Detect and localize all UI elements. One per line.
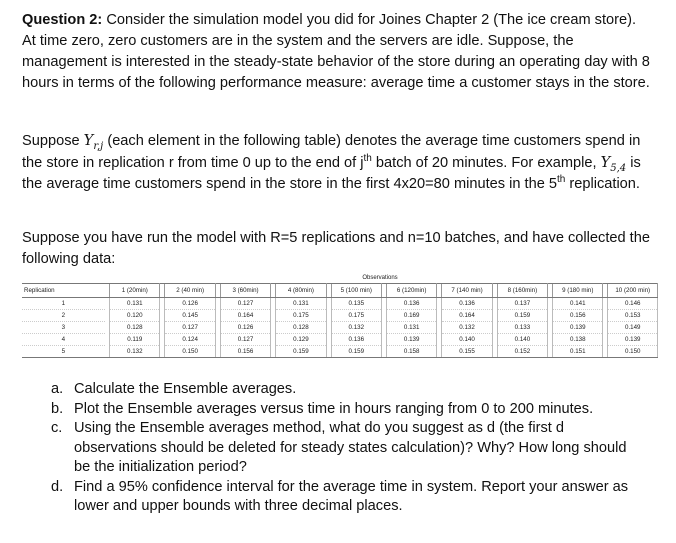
replication-number: 1 [22, 298, 105, 310]
symbol-y-subscript: r,j [93, 140, 104, 152]
table-cell: 0.136 [331, 334, 381, 346]
observations-label: Observations [362, 275, 398, 281]
definition-text-e: replication. [565, 176, 640, 192]
question-item [51, 478, 636, 517]
table-row [22, 334, 658, 346]
table-cell: 0.119 [110, 334, 160, 346]
column-header: 3 (60min) [220, 284, 270, 298]
intro-text: Consider the simulation model you did for Joines Chapter 2 (The ice cream store). At time zero, zero customers are in the system and the servers are idle. Suppose, the management is interested in the steady-state behavior of the store during an operating day with 8 hours in terms of the following performance measure: average time a customer stays in the store. [22, 12, 650, 91]
table-cell: 0.149 [608, 322, 658, 334]
table-cell: 0.159 [331, 346, 381, 358]
table-cell: 0.164 [220, 310, 270, 322]
table-cell: 0.136 [442, 298, 492, 310]
replication-number: 5 [22, 346, 105, 358]
column-header: 2 (40 min) [165, 284, 215, 298]
setup-paragraph: Suppose you have run the model with R=5 replications and n=10 batches, and have collected the following data: [22, 230, 650, 267]
table-cell: 0.132 [442, 322, 492, 334]
superscript-th: th [363, 153, 372, 165]
table-cell: 0.127 [220, 334, 270, 346]
definition-text-b: (each element in the following table) denotes the average time customers spend in the store in replication r from time 0 up to the end of j [22, 133, 641, 171]
definition-text-a: Suppose [22, 133, 84, 149]
superscript-th-2: th [557, 174, 566, 186]
replication-header: Replication [22, 284, 105, 298]
question-list [51, 380, 636, 517]
table-cell: 0.140 [497, 334, 547, 346]
table-cell: 0.152 [497, 346, 547, 358]
table-cell: 0.126 [165, 298, 215, 310]
table-row [22, 310, 658, 322]
table-header-row [22, 284, 658, 298]
table-cell: 0.132 [110, 346, 160, 358]
table-cell: 0.131 [386, 322, 436, 334]
table-cell: 0.138 [553, 334, 603, 346]
table-cell: 0.156 [553, 310, 603, 322]
table-cell: 0.175 [331, 310, 381, 322]
question-item [51, 419, 636, 478]
question-text: Find a 95% confidence interval for the average time in system. Report your answer as lower and upper bounds with three decimal places. [74, 478, 629, 514]
table-cell: 0.145 [165, 310, 215, 322]
definition-text-c: batch of 20 minutes. For example, [371, 155, 601, 171]
table-cell: 0.120 [110, 310, 160, 322]
data-table [22, 283, 658, 358]
table-cell: 0.153 [608, 310, 658, 322]
symbol-y2-subscript: 5,4 [610, 162, 627, 174]
question-text: Calculate the Ensemble averages. [74, 381, 297, 397]
replication-number: 2 [22, 310, 105, 322]
table-cell: 0.139 [608, 334, 658, 346]
column-header: 5 (100 min) [331, 284, 381, 298]
column-header: 4 (80min) [276, 284, 326, 298]
question-label: Question 2: [22, 12, 103, 28]
table-cell: 0.135 [331, 298, 381, 310]
column-header: 1 (20min) [110, 284, 160, 298]
table-cell: 0.128 [110, 322, 160, 334]
column-header: 7 (140 min) [442, 284, 492, 298]
definition-paragraph [22, 130, 652, 195]
question-marker: a. [51, 381, 64, 397]
table-cell: 0.137 [497, 298, 547, 310]
question-marker: d. [51, 478, 64, 495]
table-cell: 0.156 [220, 346, 270, 358]
definition-text-d: is the average time customers spend in the store in the first 4x20=80 minutes in the 5 [22, 155, 641, 192]
table-cell: 0.141 [553, 298, 603, 310]
table-cell: 0.150 [608, 346, 658, 358]
column-header: 9 (180 min) [553, 284, 603, 298]
table-cell: 0.131 [110, 298, 160, 310]
question-item [51, 400, 636, 420]
table-cell: 0.146 [608, 298, 658, 310]
symbol-y2: Y [600, 154, 611, 171]
question-text: Using the Ensemble averages method, what do you suggest as d (the first d observations should be deleted for steady states calculation)? Why? How long should be the initialization period? [74, 420, 627, 475]
table-cell: 0.136 [386, 298, 436, 310]
table-cell: 0.169 [386, 310, 436, 322]
table-row [22, 298, 658, 310]
table-cell: 0.139 [553, 322, 603, 334]
table-cell: 0.133 [497, 322, 547, 334]
replication-number: 3 [22, 322, 105, 334]
question-marker: c. [51, 420, 63, 436]
table-cell: 0.159 [497, 310, 547, 322]
table-row [22, 346, 658, 358]
table-cell: 0.131 [276, 298, 326, 310]
table-cell: 0.132 [331, 322, 381, 334]
table-cell: 0.127 [165, 322, 215, 334]
table-cell: 0.128 [276, 322, 326, 334]
symbol-y: Y [83, 132, 94, 149]
table-row [22, 322, 658, 334]
symbol-y-54 [600, 154, 627, 174]
table-cell: 0.159 [276, 346, 326, 358]
table-cell: 0.139 [386, 334, 436, 346]
table-cell: 0.150 [165, 346, 215, 358]
table-cell: 0.124 [165, 334, 215, 346]
column-header: 10 (200 min) [608, 284, 658, 298]
column-header: 6 (120min) [386, 284, 436, 298]
table-cell: 0.126 [220, 322, 270, 334]
symbol-y-rj [83, 132, 104, 152]
table-cell: 0.155 [442, 346, 492, 358]
table-cell: 0.127 [220, 298, 270, 310]
table-cell: 0.164 [442, 310, 492, 322]
table-body [22, 298, 658, 358]
table-cell: 0.175 [276, 310, 326, 322]
table-cell: 0.151 [553, 346, 603, 358]
table-cell: 0.140 [442, 334, 492, 346]
question-item [51, 380, 636, 400]
question-marker: b. [51, 400, 64, 417]
table-cell: 0.158 [386, 346, 436, 358]
question-text: Plot the Ensemble averages versus time in hours ranging from 0 to 200 minutes. [74, 400, 594, 417]
table-cell: 0.129 [276, 334, 326, 346]
intro-paragraph [22, 10, 652, 94]
column-header: 8 (160min) [497, 284, 547, 298]
replication-number: 4 [22, 334, 105, 346]
